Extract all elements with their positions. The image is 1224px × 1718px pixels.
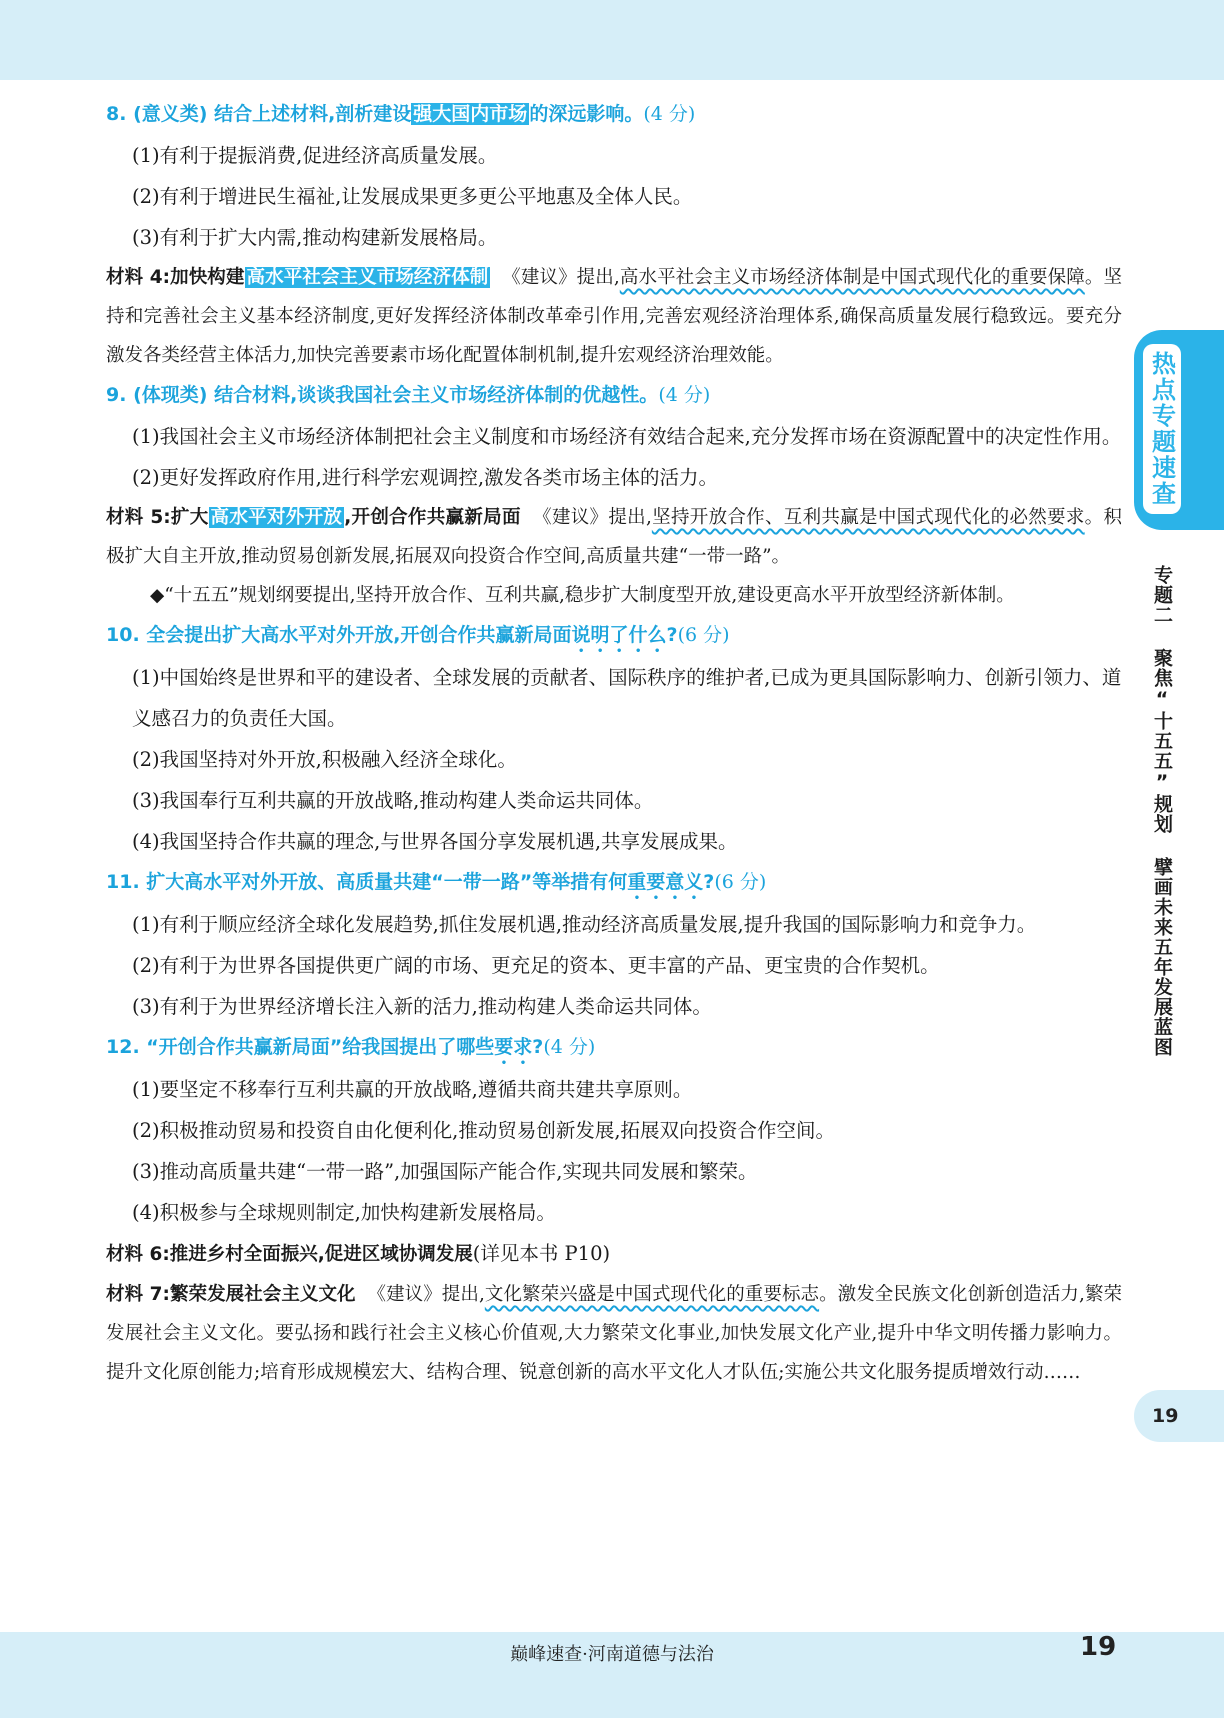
footer-page-number: 19 (1080, 1632, 1117, 1662)
wavy-underline: 文化繁荣兴盛是中国式现代化的重要标志 (484, 1284, 820, 1305)
material-6: 材料 6:推进乡村全面振兴,促进区域协调发展(详见本书 P10) (106, 1242, 611, 1265)
material-4: 材料 4:加快构建 高水平社会主义市场经济体制 《建议》提出,高水平社会主义市场经济体制是中国式现代化的重要保障。坚持和完善社会主义基本经济制度,更好发挥经济体制改革牵引作用,完善宏观经济治理体系,确保高质量发展行稳致远。要充分激发各类经营主体活力,加快完善要素市场化配置体制机制,提升宏观经济治理效能。 (106, 267, 1122, 366)
page-content (106, 94, 1122, 1392)
answer: (3)推动高质量共建“一带一路”,加强国际产能合作,实现共同发展和繁荣。 (132, 1160, 758, 1183)
answer: (2)我国坚持对外开放,积极融入经济全球化。 (132, 748, 517, 771)
page-reference: (详见本书 P10) (472, 1242, 611, 1265)
question-11: 11. 扩大高水平对外开放、高质量共建“一带一路”等举措有何重要意义?(6 分) (106, 871, 767, 893)
answer: (2)积极推动贸易和投资自由化便利化,推动贸易创新发展,拓展双向投资合作空间。 (132, 1119, 836, 1142)
chapter-title-vertical: 专题二 聚焦“十五五”规划 擘画未来五年发展蓝图 (1151, 565, 1173, 1057)
material-5: 材料 5:扩大 高水平对外开放 ,开创合作共赢新局面 《建议》提出,坚持开放合作、互利共赢是中国式现代化的必然要求。积极扩大自主开放,推动贸易创新发展,拓展双向投资合作空间,高质量共建“一带一路”。 (106, 507, 1122, 567)
emphasis-dots: 重要意义 (627, 871, 704, 893)
top-band (0, 0, 1224, 80)
answer: (1)要坚定不移奉行互利共赢的开放战略,遵循共商共建共享原则。 (132, 1078, 693, 1101)
answer: (3)有利于扩大内需,推动构建新发展格局。 (132, 226, 498, 249)
question-12: 12. “开创合作共赢新局面”给我国提出了哪些要求?(4 分) (106, 1036, 596, 1058)
section-tab-label: 热点专题速查 (1143, 344, 1181, 514)
answer: (1)我国社会主义市场经济体制把社会主义制度和市场经济有效结合起来,充分发挥市场在资源配置中的决定性作用。 (132, 425, 1122, 448)
wavy-underline: 高水平社会主义市场经济体制是中国式现代化的重要保障 (619, 267, 1085, 288)
answer: (2)有利于增进民生福祉,让发展成果更多更公平地惠及全体人民。 (132, 185, 693, 208)
emphasis-dots: 要求 (494, 1036, 533, 1058)
answer: (2)有利于为世界各国提供更广阔的市场、更充足的资本、更丰富的产品、更宝贵的合作契机。 (132, 954, 940, 977)
answer: (3)有利于为世界经济增长注入新的活力,推动构建人类命运共同体。 (132, 995, 712, 1018)
answer: (3)我国奉行互利共赢的开放战略,推动构建人类命运共同体。 (132, 789, 654, 812)
question-10: 10. 全会提出扩大高水平对外开放,开创合作共赢新局面说明了什么?(6 分) (106, 624, 730, 646)
note: ◆“十五五”规划纲要提出,坚持开放合作、互利共赢,稳步扩大制度型开放,建设更高水平开放型经济新体制。 (150, 585, 1015, 606)
highlight: 高水平社会主义市场经济体制 (246, 267, 489, 288)
answer: (4)积极参与全球规则制定,加快构建新发展格局。 (132, 1201, 556, 1224)
answer: (1)中国始终是世界和平的建设者、全球发展的贡献者、国际秩序的维护者,已成为更具国际影响力、创新引领力、道义感召力的负责任大国。 (132, 666, 1122, 730)
answer: (4)我国坚持合作共赢的理念,与世界各国分享发展机遇,共享发展成果。 (132, 830, 738, 853)
answer: (1)有利于顺应经济全球化发展趋势,抓住发展机遇,推动经济高质量发展,提升我国的国际影响力和竞争力。 (132, 913, 1037, 936)
wavy-underline: 坚持开放合作、互利共赢是中国式现代化的必然要求 (651, 507, 1085, 528)
highlight: 高水平对外开放 (210, 507, 343, 528)
material-7: 材料 7:繁荣发展社会主义文化 《建议》提出,文化繁荣兴盛是中国式现代化的重要标志。激发全民族文化创新创造活力,繁荣发展社会主义文化。要弘扬和践行社会主义核心价值观,大力繁荣文化事业,加快发展文化产业,提升中华文明传播力影响力。提升文化原创能力;培育形成规模宏大、结构合理、锐意创新的高水平文化人才队伍;实施公共文化服务提质增效行动…… (106, 1284, 1123, 1383)
footer-title: 巅峰速查·河南道德与法治 (510, 1644, 714, 1665)
page-tab: 19 (1134, 1390, 1224, 1442)
answer: (1)有利于提振消费,促进经济高质量发展。 (132, 144, 498, 167)
emphasis-dots: 说明了什么 (571, 624, 667, 646)
answer: (2)更好发挥政府作用,进行科学宏观调控,激发各类市场主体的活力。 (132, 466, 719, 489)
question-9: 9. (体现类) 结合材料,谈谈我国社会主义市场经济体制的优越性。(4 分) (106, 384, 711, 406)
highlight: 强大国内市场 (413, 103, 528, 125)
question-8: 8. (意义类) 结合上述材料,剖析建设 强大国内市场 的深远影响。(4 分) (106, 103, 696, 125)
